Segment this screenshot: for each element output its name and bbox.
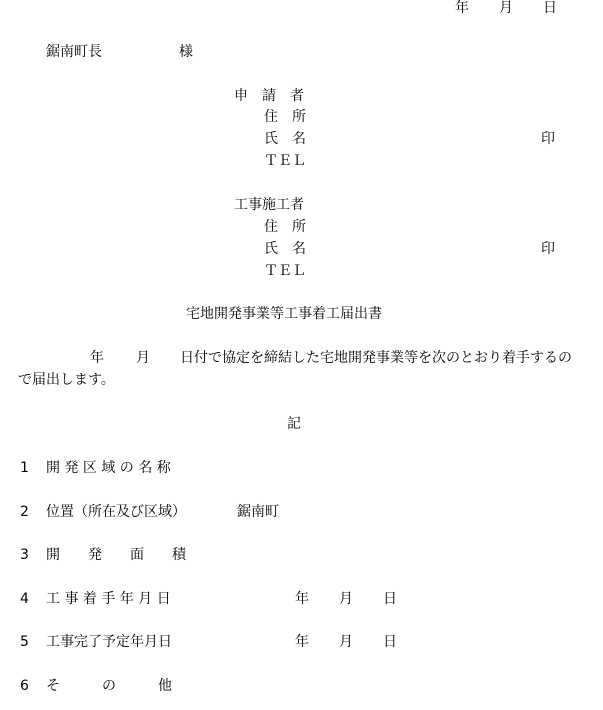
contractor-address-label: 住 所 [264,219,306,235]
date-year: 年 [455,0,469,16]
item-number: 5 [20,634,29,650]
item-number: 2 [20,504,29,520]
addressee-name: 鋸南町長 [46,44,102,60]
body-line1: 日付で協定を締結した宅地開発事業等を次のとおり着手するの [180,350,572,366]
applicant-name-label: 氏 名 [264,131,306,147]
contractor-tel-label: ＴＥＬ [264,263,306,279]
date-month: 月 [499,0,513,16]
applicant-tel-label: ＴＥＬ [264,153,306,169]
item-number: 3 [20,547,29,563]
item-label-other: そ の 他 [46,678,172,694]
item-label-completion-date: 工事完了予定年月日 [46,634,172,650]
contractor-seal: 印 [541,241,555,257]
applicant-heading: 申 請 者 [234,88,304,104]
item-number: 6 [20,678,29,694]
start-date-year: 年 [295,591,309,607]
item-number: 1 [20,460,29,476]
item-value-location: 鋸南町 [237,504,279,520]
item-label-start-date: 工 事 着 手 年 月 日 [46,591,171,607]
body-line2: で届出します。 [18,372,115,388]
completion-date-year: 年 [295,634,309,650]
item-label-area: 開 発 面 積 [46,547,186,563]
completion-date-month: 月 [339,634,353,650]
body-year: 年 [90,350,104,366]
start-date-month: 月 [339,591,353,607]
body-month: 月 [136,350,150,366]
addressee-honorific: 様 [179,44,193,60]
contractor-heading: 工事施工者 [234,197,304,213]
ki-heading: 記 [287,416,301,432]
applicant-seal: 印 [541,131,555,147]
item-number: 4 [20,591,29,607]
completion-date-day: 日 [383,634,397,650]
item-label-area-name: 開 発 区 域 の 名 称 [46,460,171,476]
contractor-name-label: 氏 名 [264,241,306,257]
applicant-address-label: 住 所 [264,109,306,125]
document-title: 宅地開発事業等工事着工届出書 [186,306,382,322]
item-label-location: 位置（所在及び区域） [46,504,186,520]
date-day: 日 [543,0,557,16]
start-date-day: 日 [383,591,397,607]
